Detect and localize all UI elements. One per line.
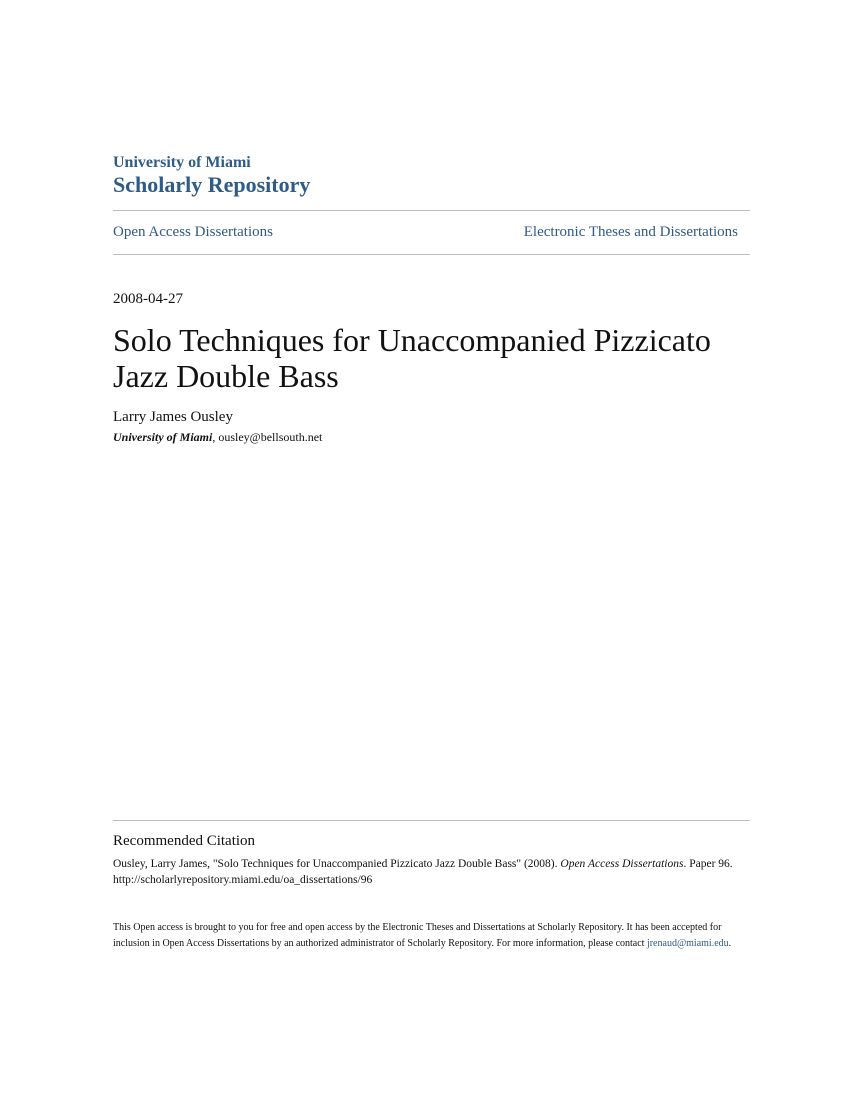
notice-end: . xyxy=(728,938,732,949)
affiliation-institution: University of Miami xyxy=(113,430,213,444)
header-divider-bottom xyxy=(113,254,750,255)
document-title: Solo Techniques for Unaccompanied Pizzicato Jazz Double Bass xyxy=(113,322,711,394)
citation-text-after: . Paper 96. xyxy=(683,858,733,870)
author-name: Larry James Ousley xyxy=(113,409,233,425)
contact-email-link[interactable]: jrenaud@miami.edu xyxy=(646,938,729,949)
citation-text-before: Ousley, Larry James, "Solo Techniques for Unaccompanied Pizzicato Jazz Double Bass" (2008). xyxy=(113,858,561,870)
access-notice xyxy=(113,920,753,952)
collection-link[interactable]: Open Access Dissertations xyxy=(113,224,273,240)
repository-name-line1[interactable]: University of Miami xyxy=(113,154,251,171)
parent-collection-link[interactable]: Electronic Theses and Dissertations xyxy=(523,224,738,240)
citation-text xyxy=(113,856,753,888)
publication-date: 2008-04-27 xyxy=(113,291,183,307)
affiliation-email: , ousley@bellsouth.net xyxy=(212,430,323,444)
notice-text: This Open access is brought to you for free and open access by the Electronic Theses and Dissertations at Scholarly Repository. It has been accepted for inclusion in Open Access Dissertations by an authorized administrator of Scholarly Repository. For more information, please contact xyxy=(113,922,722,949)
citation-divider xyxy=(113,820,750,821)
header-divider-top xyxy=(113,210,750,211)
citation-journal: Open Access Dissertations xyxy=(560,858,684,870)
citation-url[interactable]: http://scholarlyrepository.miami.edu/oa_dissertations/96 xyxy=(113,874,373,886)
repository-name-line2[interactable]: Scholarly Repository xyxy=(113,172,311,197)
author-affiliation xyxy=(113,430,322,445)
recommended-citation-heading: Recommended Citation xyxy=(113,833,256,849)
